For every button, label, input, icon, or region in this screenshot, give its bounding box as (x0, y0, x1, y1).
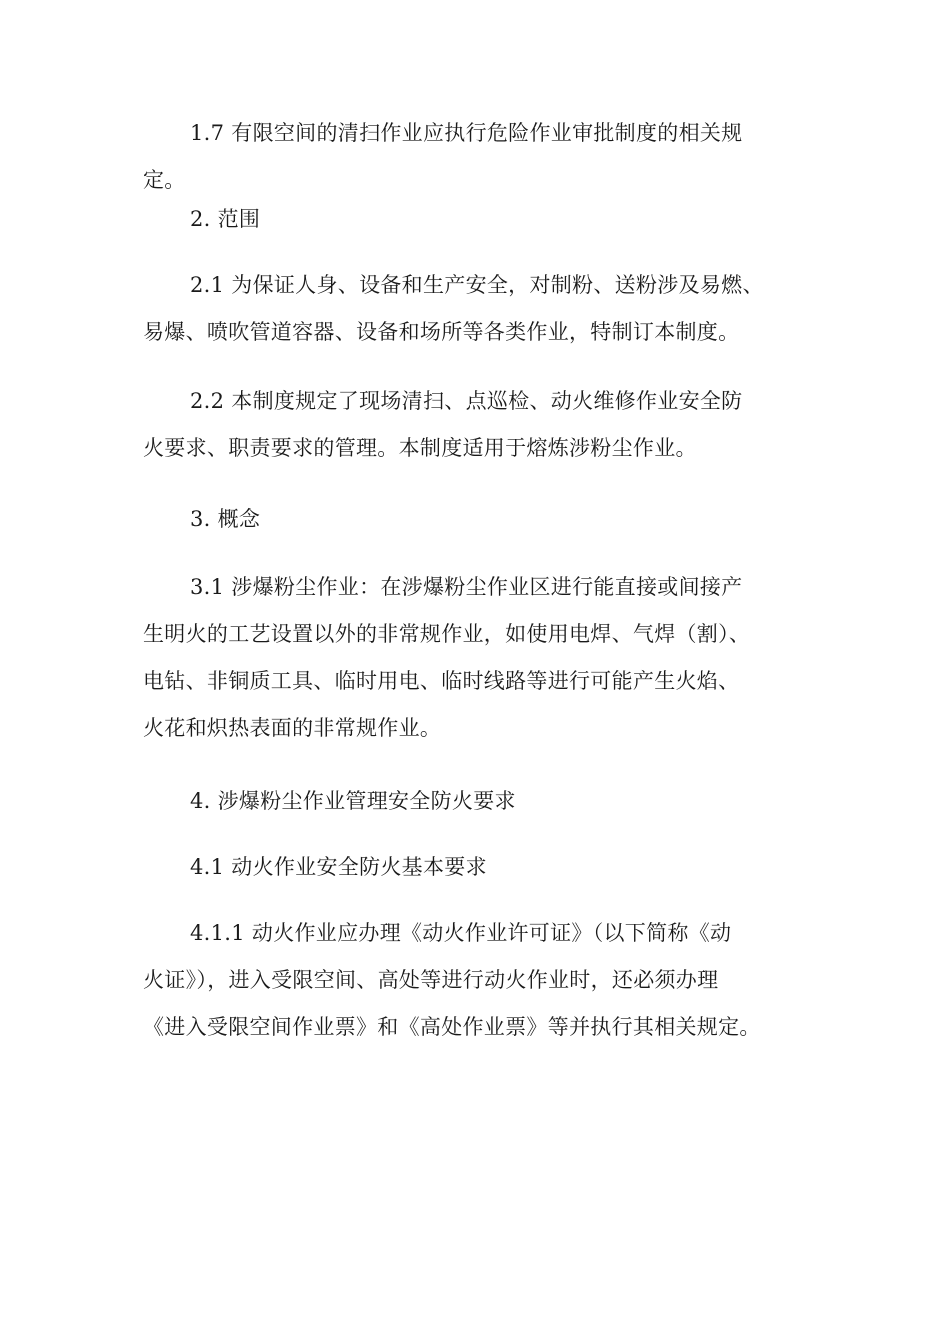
text-line: 3.1 涉爆粉尘作业：在涉爆粉尘作业区进行能直接或间接产 (190, 575, 743, 599)
text-line: 4.1 动火作业安全防火基本要求 (190, 855, 487, 879)
text-line: 2.1 为保证人身、设备和生产安全，对制粉、送粉涉及易燃、 (190, 273, 764, 297)
text-line: 火要求、职责要求的管理。本制度适用于熔炼涉粉尘作业。 (143, 436, 697, 460)
paragraph-4-1-1 (143, 910, 833, 1051)
text-line: 火花和炽热表面的非常规作业。 (143, 716, 442, 740)
text-line: 1.7 有限空间的清扫作业应执行危险作业审批制度的相关规 (190, 121, 743, 145)
text-line: 4. 涉爆粉尘作业管理安全防火要求 (190, 789, 516, 813)
text-line: 易爆、喷吹管道容器、设备和场所等各类作业，特制订本制度。 (143, 320, 740, 344)
paragraph-1-7 (143, 110, 833, 204)
text-line: 3. 概念 (190, 507, 261, 531)
heading-2-scope (143, 196, 833, 243)
text-line: 《进入受限空间作业票》和《高处作业票》等并执行其相关规定。 (143, 1015, 761, 1039)
text-line: 2. 范围 (190, 207, 261, 231)
heading-3-concept (143, 496, 833, 543)
text-line: 火证》），进入受限空间、高处等进行动火作业时，还必须办理 (143, 968, 719, 992)
paragraph-2-2 (143, 378, 833, 472)
text-line: 2.2 本制度规定了现场清扫、点巡检、动火维修作业安全防 (190, 389, 743, 413)
text-line: 4.1.1 动火作业应办理《动火作业许可证》（以下简称《动 (190, 921, 732, 945)
text-line: 生明火的工艺设置以外的非常规作业，如使用电焊、气焊（割）、 (143, 622, 751, 646)
text-line: 电钻、非铜质工具、临时用电、临时线路等进行可能产生火焰、 (143, 669, 740, 693)
paragraph-2-1 (143, 262, 833, 356)
paragraph-3-1 (143, 564, 833, 752)
heading-4-1 (143, 844, 833, 891)
text-line: 定。 (143, 168, 186, 192)
heading-4 (143, 778, 833, 825)
